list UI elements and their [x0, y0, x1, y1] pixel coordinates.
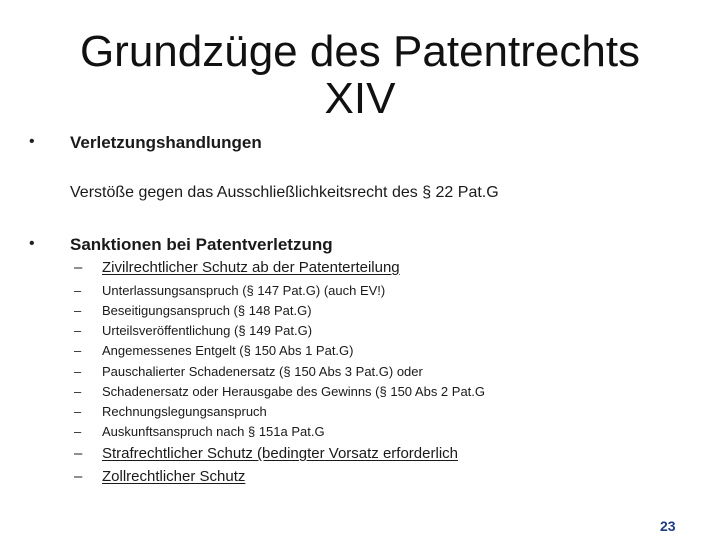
- list-item-label: Zivilrechtlicher Schutz ab der Patenterteilung: [102, 259, 400, 276]
- list-item-label: Schadenersatz oder Herausgabe des Gewinns (§ 150 Abs 2 Pat.G: [102, 384, 486, 399]
- list-item-label: Unterlassungsanspruch (§ 147 Pat.G) (auch EV!): [102, 283, 386, 298]
- heading-sanktionen: Sanktionen bei Patentverletzung: [70, 235, 333, 254]
- dash-icon: –: [74, 424, 82, 439]
- list-item-label: Rechnungslegungsanspruch: [102, 404, 267, 419]
- list-item-label: Zollrechtlicher Schutz: [102, 468, 246, 485]
- text-verstoesse: Verstöße gegen das Ausschließlichkeitsrecht des § 22 Pat.G: [70, 184, 499, 201]
- bullet-icon: •: [29, 235, 35, 252]
- list-item-label: Auskunftsanspruch nach § 151a Pat.G: [102, 424, 325, 439]
- dash-icon: –: [74, 283, 82, 298]
- page-number: 23: [660, 518, 676, 534]
- slide-title-line-2: XIV: [324, 74, 396, 123]
- dash-icon: –: [74, 384, 82, 399]
- list-item-label: Strafrechtlicher Schutz (bedingter Vorsatz erforderlich: [102, 445, 458, 462]
- list-item-label: Urteilsveröffentlichung (§ 149 Pat.G): [102, 323, 313, 338]
- bullet-icon: •: [29, 133, 35, 150]
- dash-icon: –: [74, 445, 83, 462]
- dash-icon: –: [74, 323, 82, 338]
- slide-title: [40, 28, 680, 122]
- dash-icon: –: [74, 364, 82, 379]
- list-item-label: Pauschalierter Schadenersatz (§ 150 Abs 3 Pat.G) oder: [102, 364, 423, 379]
- list-item-label: Angemessenes Entgelt (§ 150 Abs 1 Pat.G): [102, 343, 354, 358]
- dash-icon: –: [74, 259, 83, 276]
- dash-icon: –: [74, 404, 82, 419]
- slide-title-line-1: Grundzüge des Patentrechts: [79, 27, 641, 76]
- dash-icon: –: [74, 303, 82, 318]
- dash-icon: –: [74, 468, 83, 485]
- heading-verletzungshandlungen: Verletzungshandlungen: [70, 133, 262, 152]
- dash-icon: –: [74, 343, 82, 358]
- list-item-label: Beseitigungsanspruch (§ 148 Pat.G): [102, 303, 312, 318]
